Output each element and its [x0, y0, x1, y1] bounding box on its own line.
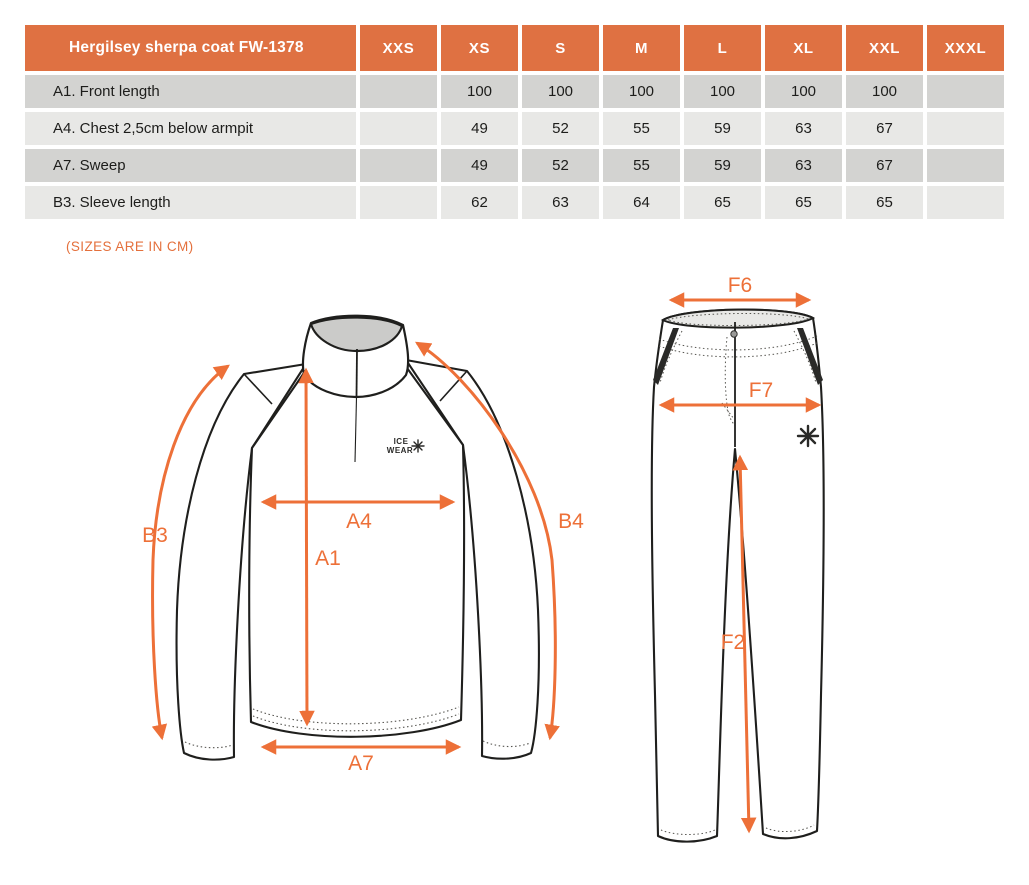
cell-value: 65: [765, 186, 842, 219]
row-label: B3. Sleeve length: [25, 186, 356, 219]
f7-measure-label: F7: [748, 379, 774, 402]
table-header-row: [25, 25, 1004, 71]
cell-value: 67: [846, 112, 923, 145]
cell-value: 100: [522, 75, 599, 108]
size-header-xxs: XXS: [360, 25, 437, 71]
size-header-xxl: XXL: [846, 25, 923, 71]
size-header-s: S: [522, 25, 599, 71]
cell-value: [360, 186, 437, 219]
size-header-m: M: [603, 25, 680, 71]
b4-measure-label: B4: [558, 510, 584, 533]
cell-value: 55: [603, 149, 680, 182]
snowflake-icon: [798, 426, 818, 446]
cell-value: [927, 112, 1004, 145]
cell-value: 67: [846, 149, 923, 182]
cell-value: 100: [441, 75, 518, 108]
cell-value: 49: [441, 149, 518, 182]
a7-measure-label: A7: [348, 752, 374, 775]
cell-value: 59: [684, 149, 761, 182]
cell-value: 65: [684, 186, 761, 219]
waist-button: [731, 331, 737, 337]
cell-value: 62: [441, 186, 518, 219]
cell-value: 52: [522, 112, 599, 145]
cell-value: 100: [603, 75, 680, 108]
table-row: [25, 186, 1004, 219]
pants-outline: [652, 310, 824, 842]
cell-value: 63: [765, 112, 842, 145]
product-title: Hergilsey sherpa coat FW-1378: [25, 25, 356, 71]
cell-value: 59: [684, 112, 761, 145]
cell-value: 64: [603, 186, 680, 219]
table-row: [25, 112, 1004, 145]
table-row: [25, 149, 1004, 182]
cell-value: 100: [765, 75, 842, 108]
row-label: A4. Chest 2,5cm below armpit: [25, 112, 356, 145]
cell-value: 100: [684, 75, 761, 108]
cell-value: [927, 149, 1004, 182]
sizes-unit-note: (SIZES ARE IN CM): [66, 239, 194, 254]
cell-value: [360, 75, 437, 108]
collar-zipper: [357, 349, 358, 396]
table-row: [25, 75, 1004, 108]
size-chart-table: [21, 21, 1008, 223]
cell-value: [360, 149, 437, 182]
cell-value: 52: [522, 149, 599, 182]
cell-value: 49: [441, 112, 518, 145]
waist-opening: [663, 310, 813, 328]
cell-value: [927, 186, 1004, 219]
a1-measure-label: A1: [315, 547, 341, 570]
size-header-xl: XL: [765, 25, 842, 71]
cell-value: 100: [846, 75, 923, 108]
f2-measure-label: F2: [720, 631, 746, 654]
row-label: A1. Front length: [25, 75, 356, 108]
cell-value: [360, 112, 437, 145]
a1-measure-arrow: [306, 370, 307, 724]
size-header-xxxl: XXXL: [927, 25, 1004, 71]
coat-measurement-diagram: [140, 290, 620, 810]
icewear-logo-line1: ICE: [393, 437, 409, 446]
icewear-logo-line2: WEAR: [386, 446, 414, 455]
a4-measure-label: A4: [346, 510, 372, 533]
size-header-l: L: [684, 25, 761, 71]
cell-value: 65: [846, 186, 923, 219]
pants-measurement-diagram: [630, 275, 1029, 875]
coat-body: [249, 368, 464, 737]
row-label: A7. Sweep: [25, 149, 356, 182]
snowflake-icon: [412, 440, 424, 452]
size-header-xs: XS: [441, 25, 518, 71]
cell-value: 63: [522, 186, 599, 219]
cell-value: 55: [603, 112, 680, 145]
b3-measure-label: B3: [142, 524, 168, 547]
cell-value: [927, 75, 1004, 108]
f6-measure-label: F6: [727, 275, 753, 297]
cell-value: 63: [765, 149, 842, 182]
